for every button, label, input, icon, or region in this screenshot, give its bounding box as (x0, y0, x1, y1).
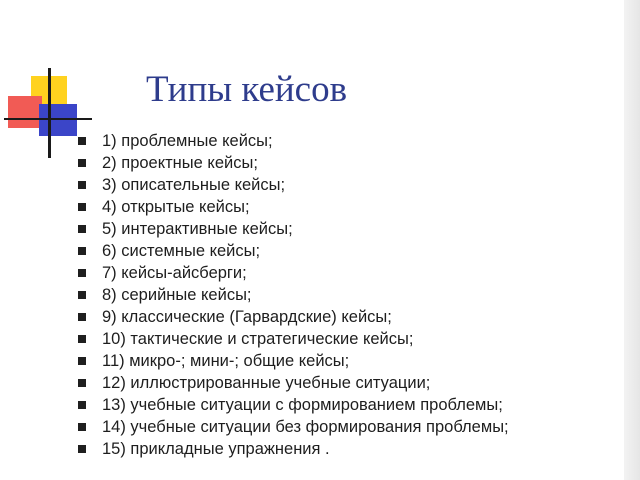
list-item-text: 7) кейсы-айсберги; (102, 263, 247, 282)
list-item-text: 5) интерактивные кейсы; (102, 219, 293, 238)
list-item (78, 240, 509, 262)
square-bullet-icon (78, 247, 86, 255)
list-item (78, 372, 509, 394)
list-item (78, 328, 509, 350)
list-item-text: 13) учебные ситуации с формированием проблемы; (102, 395, 503, 414)
list-item-text: 6) системные кейсы; (102, 241, 261, 260)
square-bullet-icon (78, 225, 86, 233)
list-item (78, 350, 509, 372)
list-item-text: 8) серийные кейсы; (102, 285, 252, 304)
square-bullet-icon (78, 159, 86, 167)
list-item (78, 394, 509, 416)
list-item (78, 218, 509, 240)
list-item-text: 2) проектные кейсы; (102, 153, 258, 172)
list-item (78, 306, 509, 328)
list-item (78, 262, 509, 284)
list-item (78, 130, 509, 152)
square-bullet-icon (78, 423, 86, 431)
list-item-text: 4) открытые кейсы; (102, 197, 250, 216)
square-bullet-icon (78, 203, 86, 211)
list-item-text: 15) прикладные упражнения . (102, 439, 330, 458)
list-item (78, 284, 509, 306)
square-bullet-icon (78, 313, 86, 321)
list-item-text: 10) тактические и стратегические кейсы; (102, 329, 414, 348)
list-item (78, 416, 509, 438)
bullet-list (78, 130, 509, 460)
list-item-text: 12) иллюстрированные учебные ситуации; (102, 373, 431, 392)
logo-red-square (8, 96, 42, 128)
square-bullet-icon (78, 291, 86, 299)
square-bullet-icon (78, 269, 86, 277)
square-bullet-icon (78, 137, 86, 145)
logo-vertical-line (48, 68, 51, 158)
square-bullet-icon (78, 181, 86, 189)
list-item (78, 196, 509, 218)
list-item (78, 174, 509, 196)
slide-edge-shadow (624, 0, 640, 480)
logo-blue-square (39, 104, 77, 136)
square-bullet-icon (78, 379, 86, 387)
list-item-text: 14) учебные ситуации без формирования проблемы; (102, 417, 509, 436)
list-item-text: 11) микро-; мини-; общие кейсы; (102, 351, 350, 370)
list-item-text: 3) описательные кейсы; (102, 175, 286, 194)
square-bullet-icon (78, 357, 86, 365)
list-item-text: 9) классические (Гарвардские) кейсы; (102, 307, 392, 326)
list-item (78, 438, 509, 460)
logo-horizontal-line (4, 118, 92, 120)
square-bullet-icon (78, 401, 86, 409)
slide-title: Типы кейсов (146, 69, 348, 110)
list-item (78, 152, 509, 174)
square-bullet-icon (78, 335, 86, 343)
square-bullet-icon (78, 445, 86, 453)
list-item-text: 1) проблемные кейсы; (102, 131, 273, 150)
